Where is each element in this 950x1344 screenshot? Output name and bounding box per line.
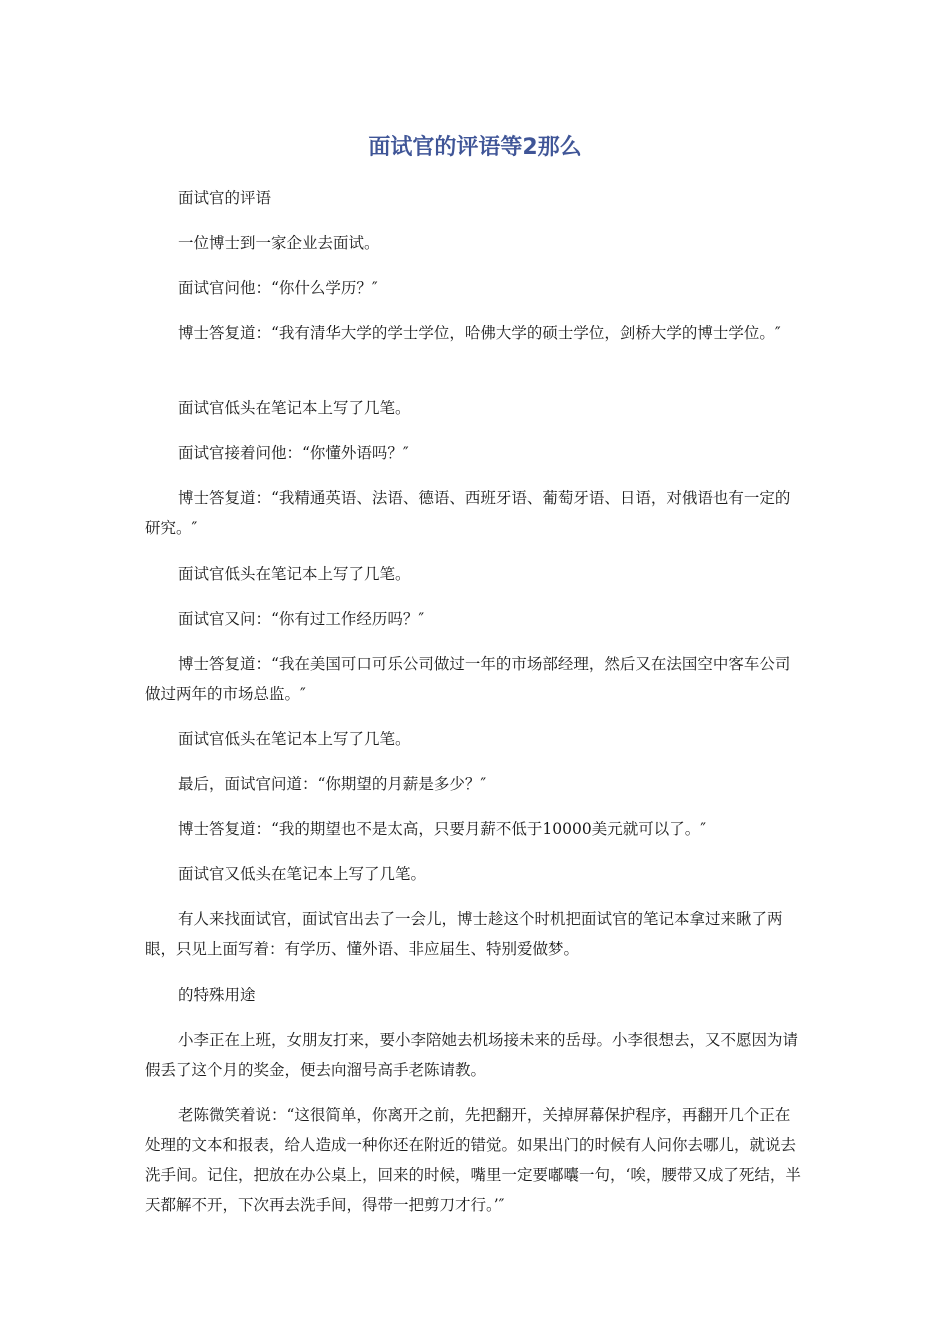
paragraph: 面试官又问：“你有过工作经历吗？″: [178, 610, 425, 628]
paragraph: 一位博士到一家企业去面试。: [178, 234, 380, 252]
paragraph: 小李正在上班，女朋友打来，要小李陪她去机场接未来的岳母。小李很想去，又不愿因为请假丢了这个月的奖金，便去向溜号高手老陈请教。: [145, 1031, 799, 1079]
paragraph: 面试官又低头在笔记本上写了几笔。: [178, 865, 427, 883]
paragraph: 博士答复道：“我的期望也不是太高，只要月薪不低于10000美元就可以了。″: [178, 820, 707, 838]
paragraph: 面试官的评语: [178, 189, 272, 207]
paragraph: 有人来找面试官，面试官出去了一会儿，博士趁这个时机把面试官的笔记本拿过来瞅了两眼，只见上面写着：有学历、懂外语、非应届生、特别爱做梦。: [145, 910, 783, 958]
paragraph: 最后，面试官问道：“你期望的月薪是多少？″: [178, 775, 487, 793]
paragraph: 面试官低头在笔记本上写了几笔。: [178, 565, 411, 583]
paragraph: 博士答复道：“我有清华大学的学士学位，哈佛大学的硕士学位，剑桥大学的博士学位。″: [178, 324, 781, 342]
paragraph: 面试官接着问他：“你懂外语吗？″: [178, 444, 409, 462]
paragraph: 面试官低头在笔记本上写了几笔。: [178, 730, 411, 748]
paragraph: 的特殊用途: [178, 986, 256, 1004]
paragraph: 老陈微笑着说：“这很简单，你离开之前，先把翻开，关掉屏幕保护程序，再翻开几个正在处理的文本和报表，给人造成一种你还在附近的错觉。如果出门的时候有人问你去哪儿，就说去洗手间。记住，把放在办公桌上，回来的时候，嘴里一定要嘟囔一句，‘唉，腰带又成了死结，半天都解不开，下次再去洗手间，得带一把剪刀才行。’″: [145, 1106, 801, 1214]
paragraph: 面试官问他：“你什么学历？″: [178, 279, 378, 297]
paragraph: 博士答复道：“我在美国可口可乐公司做过一年的市场部经理，然后又在法国空中客车公司做过两年的市场总监。″: [145, 655, 791, 703]
paragraph: 面试官低头在笔记本上写了几笔。: [178, 399, 411, 417]
paragraph: 博士答复道：“我精通英语、法语、德语、西班牙语、葡萄牙语、日语，对俄语也有一定的研究。″: [145, 489, 791, 537]
document-title: 面试官的评语等2那么: [368, 135, 582, 160]
